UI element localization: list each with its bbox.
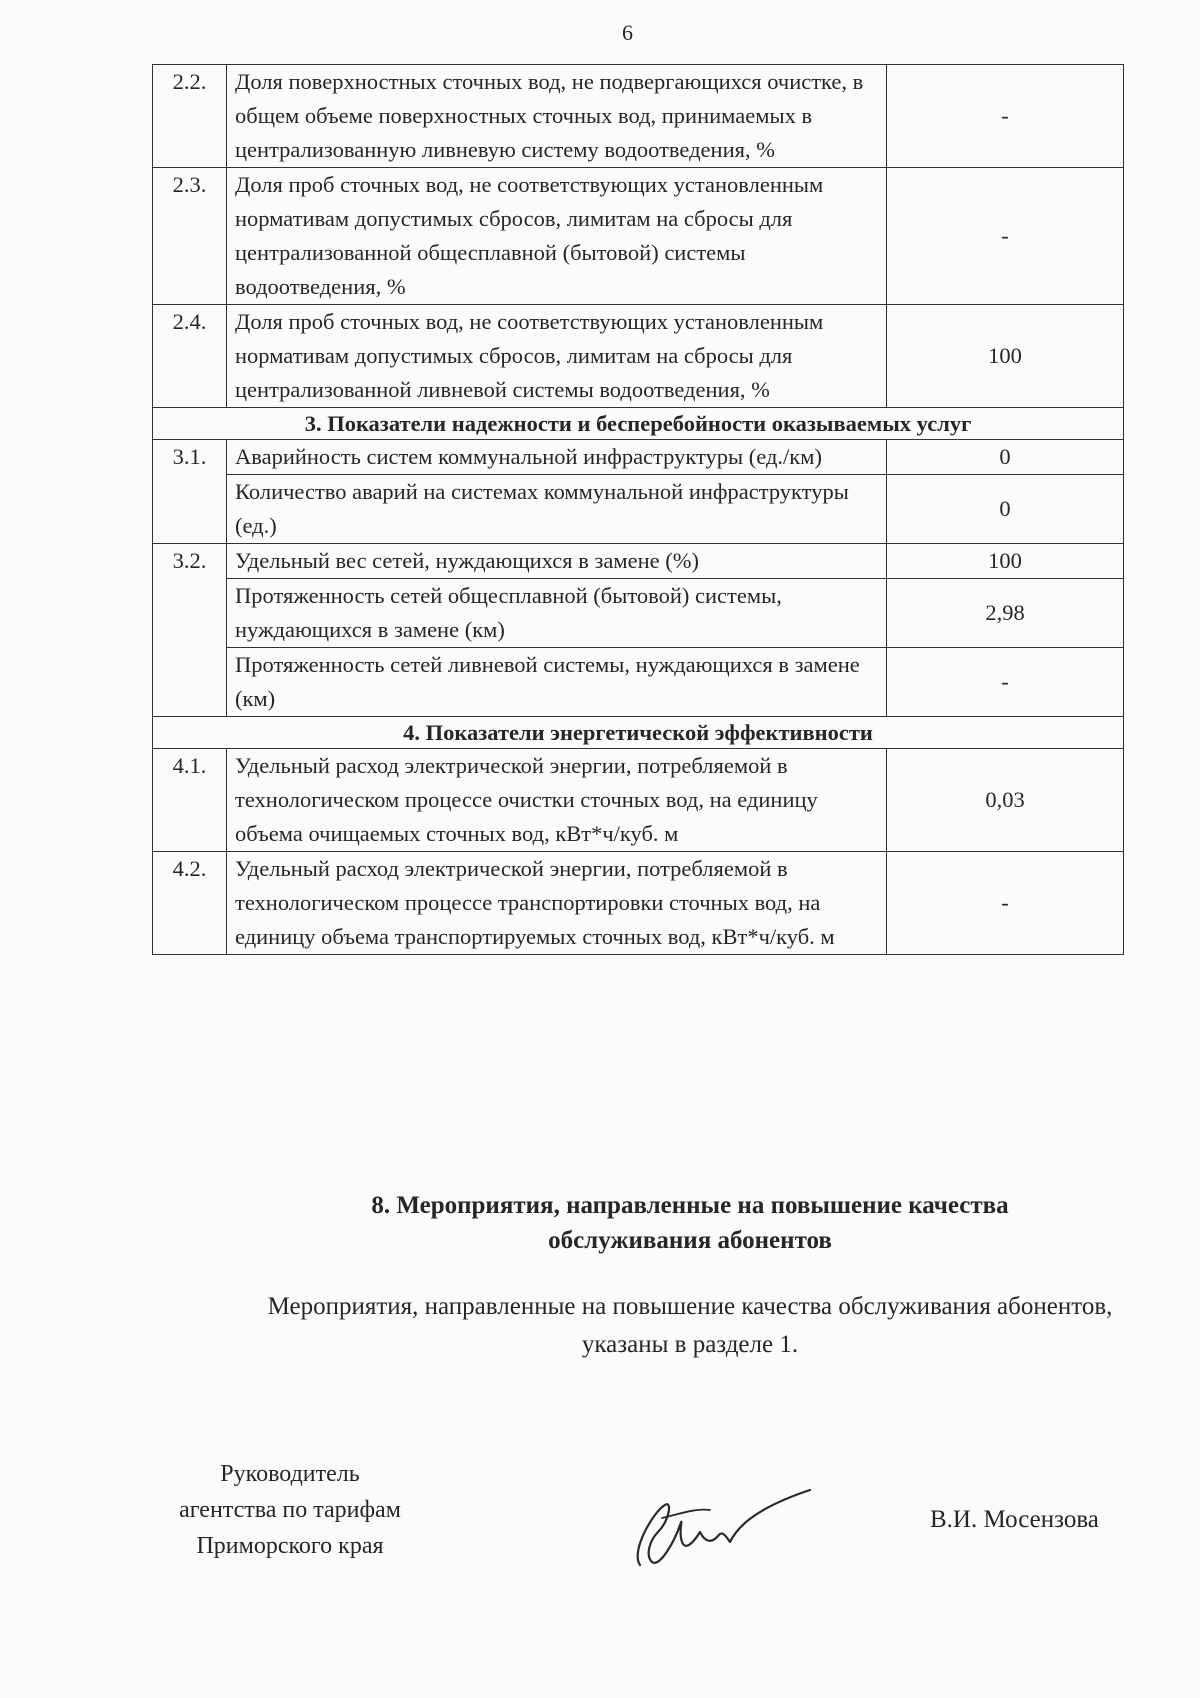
section-8-paragraph-line2: указаны в разделе 1. [581,1331,799,1358]
table-row [153,852,1124,955]
row-value: - [887,852,1124,955]
table-row [153,648,1124,717]
row-number: 2.2. [153,65,227,168]
signatory-title [150,1456,430,1564]
row-value: - [887,648,1124,717]
row-value: 0,03 [887,749,1124,852]
row-value: - [887,168,1124,305]
section-8-paragraph-line1: Мероприятия, направленные на повышение качества обслуживания абонентов, [267,1293,1113,1320]
row-value: - [887,65,1124,168]
row-description: Протяженность сетей общесплавной (бытовой) системы, нуждающихся в замене (км) [227,579,887,648]
row-number: 2.3. [153,168,227,305]
table-row [153,475,1124,544]
handwritten-signature [600,1470,820,1580]
table-row [153,305,1124,408]
row-number: 4.2. [153,852,227,955]
signatory-name: В.И. Мосензова [930,1506,1099,1533]
row-number: 3.1. [153,440,227,544]
section-header-row [153,717,1124,749]
row-number: 4.1. [153,749,227,852]
row-number: 2.4. [153,305,227,408]
table-row [153,168,1124,305]
section-header-row [153,408,1124,440]
row-description: Аварийность систем коммунальной инфраструктуры (ед./км) [227,440,887,475]
section-3-title: 3. Показатели надежности и бесперебойности оказываемых услуг [153,408,1124,440]
table-row [153,65,1124,168]
row-value: 0 [887,440,1124,475]
signatory-title-line2: агентства по тарифам [179,1497,401,1523]
row-number: 3.2. [153,544,227,717]
row-description: Доля поверхностных сточных вод, не подвергающихся очистке, в общем объеме поверхностных сточных вод, принимаемых в централизованную ливневую систему водоотведения, % [227,65,887,168]
section-8-paragraph [150,1288,1200,1364]
row-description: Доля проб сточных вод, не соответствующих установленным нормативам допустимых сбросов, лимитам на сбросы для централизованной ливневой системы водоотведения, % [227,305,887,408]
table-row [153,544,1124,579]
row-description: Удельный вес сетей, нуждающихся в замене (%) [227,544,887,579]
table-row [153,440,1124,475]
table-row [153,579,1124,648]
row-value: 100 [887,544,1124,579]
row-value: 0 [887,475,1124,544]
indicators-table [152,64,1124,955]
signatory-title-line1: Руководитель [220,1461,360,1487]
signatory-title-line3: Приморского края [196,1533,384,1559]
row-description: Протяженность сетей ливневой системы, нуждающихся в замене (км) [227,648,887,717]
row-value: 2,98 [887,579,1124,648]
table-row [153,749,1124,852]
section-8-heading-line2: обслуживания абонентов [548,1227,832,1254]
row-description: Удельный расход электрической энергии, потребляемой в технологическом процессе очистки сточных вод, на единицу объема очищаемых сточных вод, кВт*ч/куб. м [227,749,887,852]
page-number: 6 [622,20,633,45]
row-description: Удельный расход электрической энергии, потребляемой в технологическом процессе транспортировки сточных вод, на единицу объема транспортируемых сточных вод, кВт*ч/куб. м [227,852,887,955]
section-8-heading [160,1188,1200,1258]
section-8-heading-line1: 8. Мероприятия, направленные на повышение качества [371,1192,1009,1219]
row-value: 100 [887,305,1124,408]
row-description: Доля проб сточных вод, не соответствующих установленным нормативам допустимых сбросов, лимитам на сбросы для централизованной общесплавной (бытовой) системы водоотведения, % [227,168,887,305]
section-4-title: 4. Показатели энергетической эффективности [153,717,1124,749]
row-description: Количество аварий на системах коммунальной инфраструктуры (ед.) [227,475,887,544]
